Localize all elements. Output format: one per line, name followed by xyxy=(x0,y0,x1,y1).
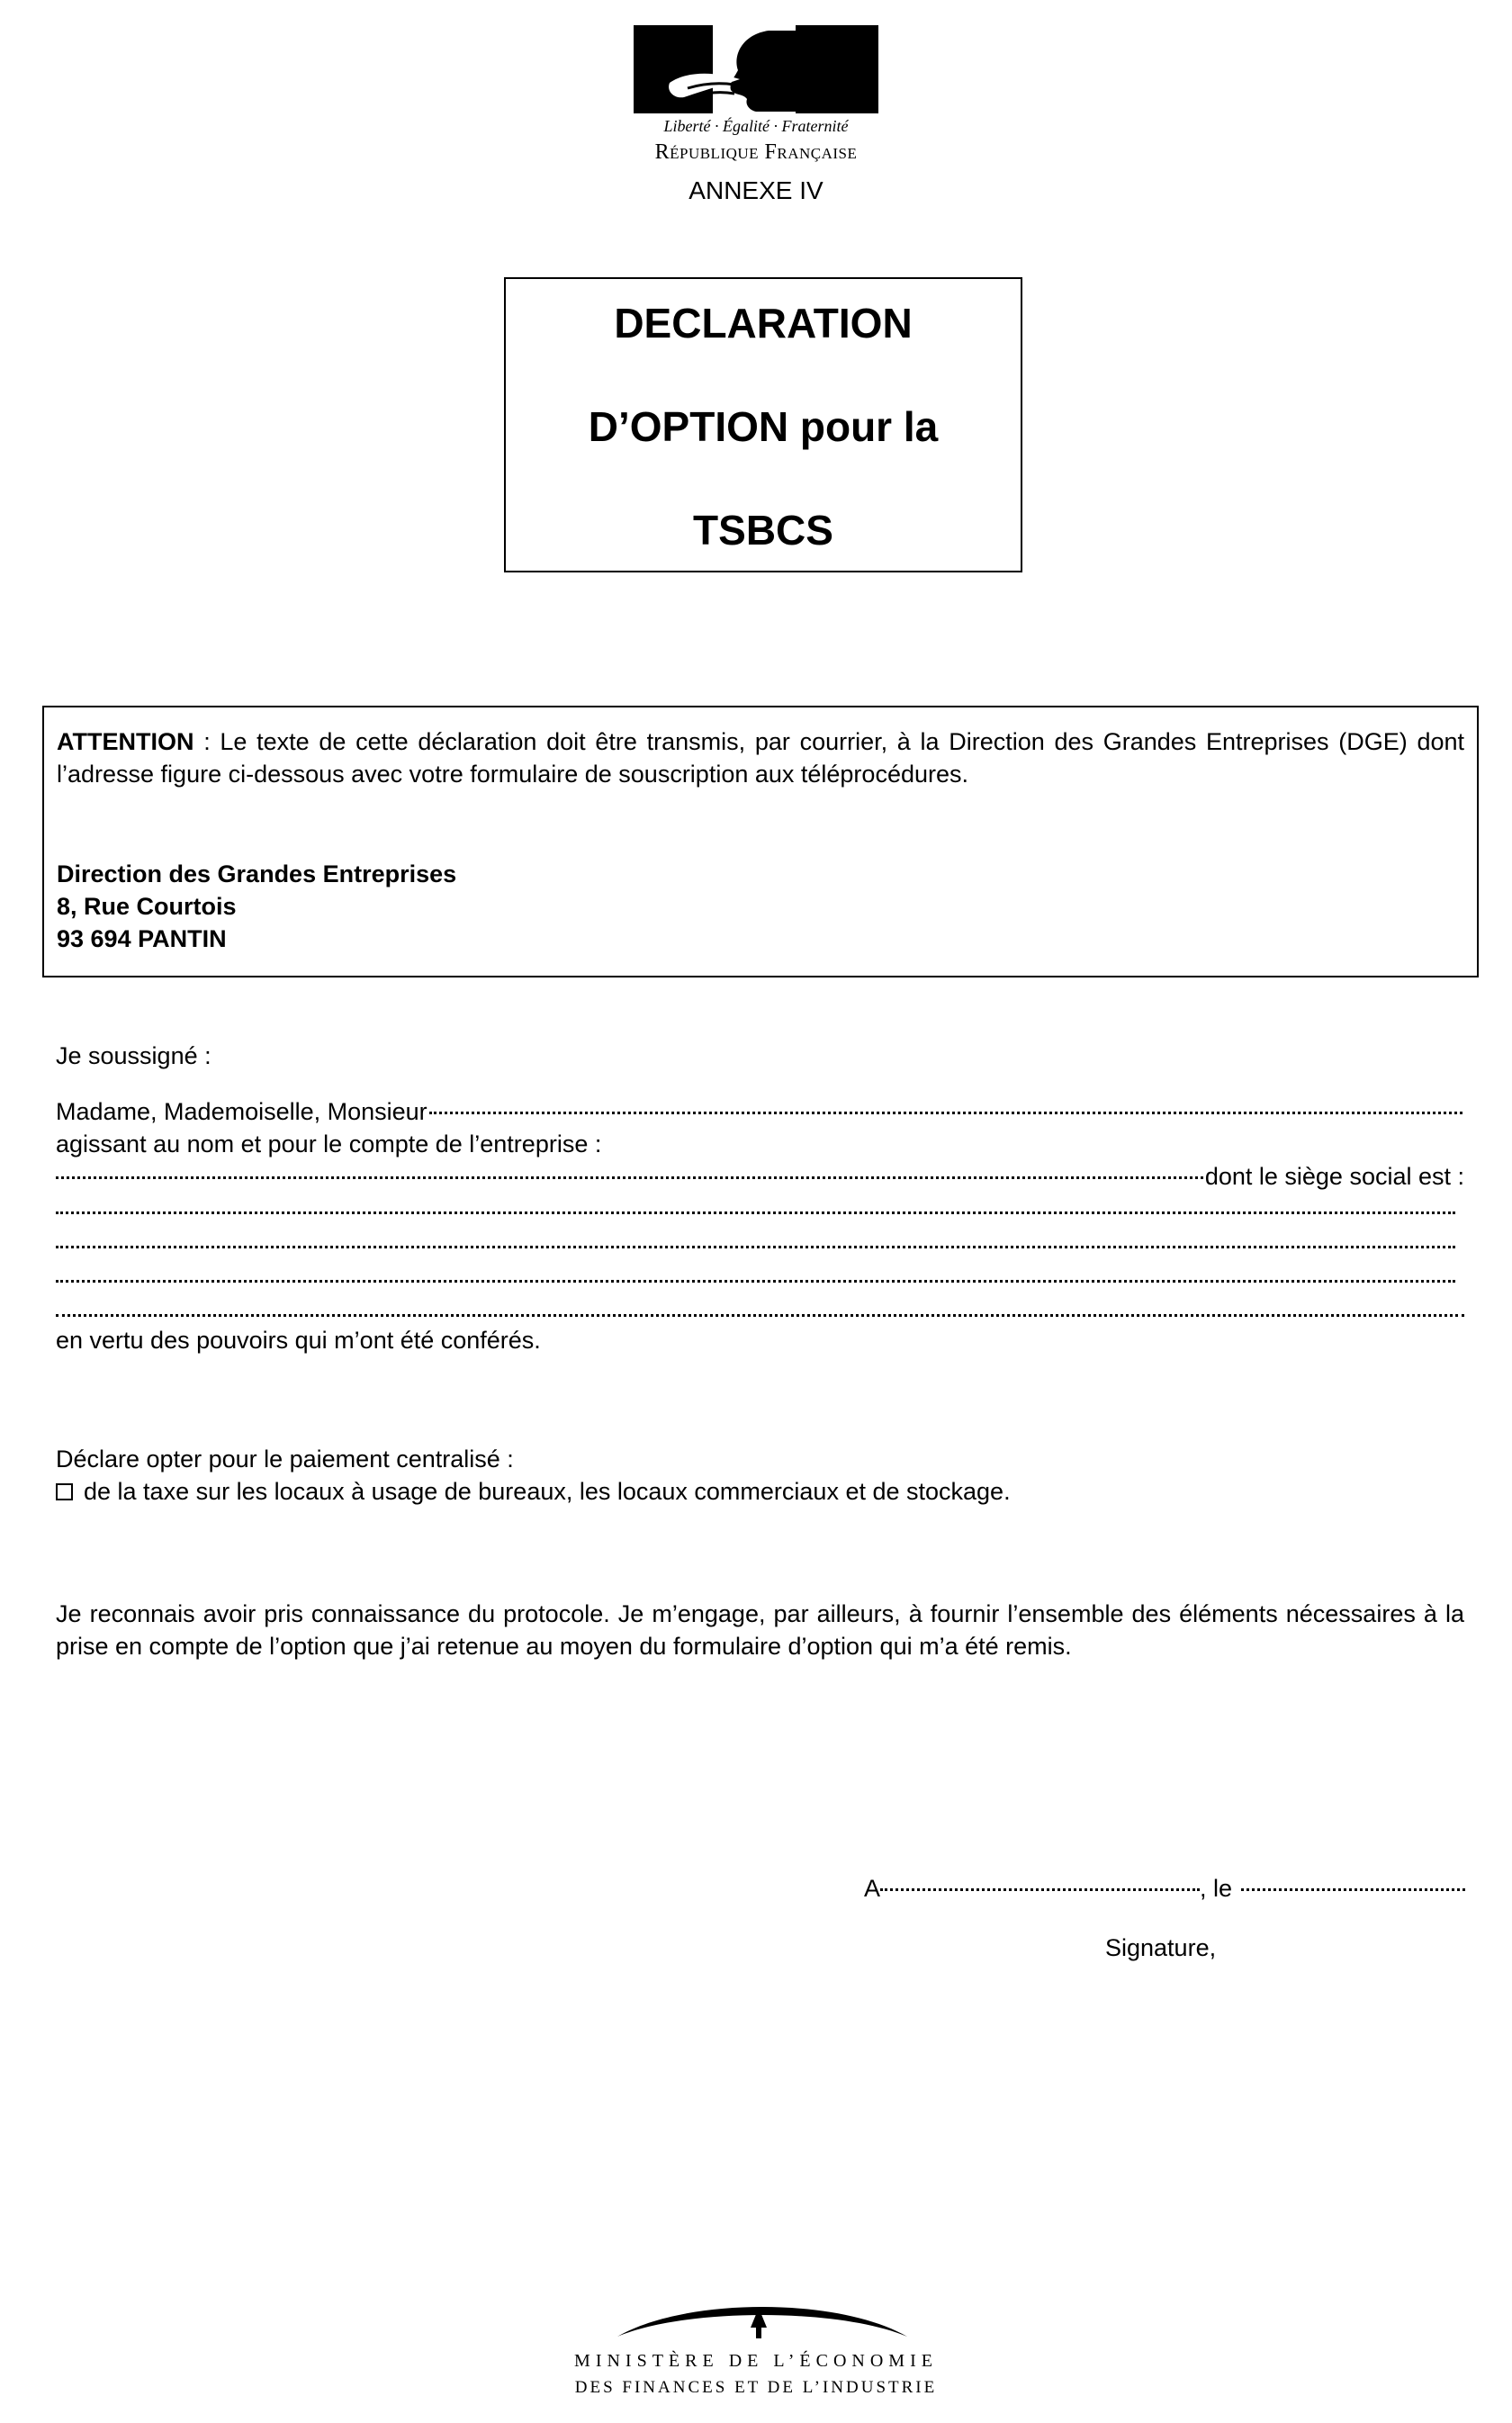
ministry-line-1: MINISTÈRE DE L’ÉCONOMIE xyxy=(574,2351,938,2371)
address-field-2[interactable] xyxy=(56,1246,1455,1248)
option-label: de la taxe sur les locaux à usage de bureaux, les locaux commerciaux et de stockage. xyxy=(84,1478,1011,1505)
attention-text: : Le texte de cette déclaration doit être transmis, par courrier, à la Direction des Grandes Entreprises (DGE) dont l’adresse figure ci-dessous avec votre formulaire de souscription aux téléprocédures. xyxy=(57,728,1464,788)
option-row xyxy=(56,1478,1011,1506)
title-line-1: DECLARATION xyxy=(614,300,913,347)
address-field-1[interactable] xyxy=(56,1212,1455,1214)
address-line-2: 8, Rue Courtois xyxy=(57,893,237,920)
title-box xyxy=(504,277,1022,572)
civility-row xyxy=(56,1098,1464,1126)
attention-box xyxy=(42,706,1479,977)
address-line-1: Direction des Grandes Entreprises xyxy=(57,860,457,887)
company-field[interactable] xyxy=(56,1176,1203,1179)
signature-label: Signature, xyxy=(1105,1934,1217,1961)
acting-label: agissant au nom et pour le compte de l’entreprise : xyxy=(56,1130,602,1157)
recognize-paragraph: Je reconnais avoir pris connaissance du protocole. Je m’engage, par ailleurs, à fournir l’ensemble des éléments nécessaires à la prise en compte de l’option que j’ai retenue au moyen du formulaire d’option qui m’a été remis. xyxy=(56,1600,1464,1660)
annex-label: ANNEXE IV xyxy=(688,176,824,204)
place-field[interactable] xyxy=(880,1888,1200,1891)
address-line-3: 93 694 PANTIN xyxy=(57,925,227,952)
svg-text:?: ? xyxy=(785,59,791,72)
title-line-3: TSBCS xyxy=(693,507,833,554)
date-field[interactable] xyxy=(1241,1888,1465,1891)
marianne-logo-icon xyxy=(634,25,878,113)
ministry-arc-icon xyxy=(614,2288,911,2342)
name-field[interactable] xyxy=(429,1112,1462,1114)
date-prefix: , le xyxy=(1200,1875,1233,1902)
place-prefix: A xyxy=(864,1875,881,1902)
place-date-row xyxy=(864,1875,1465,1903)
company-row xyxy=(56,1163,1464,1191)
attention-label: ATTENTION xyxy=(57,728,194,755)
address-field-4[interactable] xyxy=(56,1314,1464,1317)
republique-francaise: République Française xyxy=(654,140,858,164)
ministry-line-2: DES FINANCES ET DE L’INDUSTRIE xyxy=(574,2378,938,2397)
civility-label: Madame, Mademoiselle, Monsieur xyxy=(56,1098,428,1125)
soussigne-label: Je soussigné : xyxy=(56,1042,212,1069)
powers-label: en vertu des pouvoirs qui m’ont été conférés. xyxy=(56,1327,541,1354)
siege-label: dont le siège social est : xyxy=(1204,1163,1464,1190)
option-checkbox[interactable] xyxy=(56,1483,73,1500)
republic-motto: Liberté · Égalité · Fraternité xyxy=(663,117,849,135)
attention-paragraph xyxy=(57,725,1464,790)
title-line-2: D’OPTION pour la xyxy=(588,403,939,450)
address-field-3[interactable] xyxy=(56,1280,1455,1283)
declare-label: Déclare opter pour le paiement centralisé : xyxy=(56,1446,514,1473)
